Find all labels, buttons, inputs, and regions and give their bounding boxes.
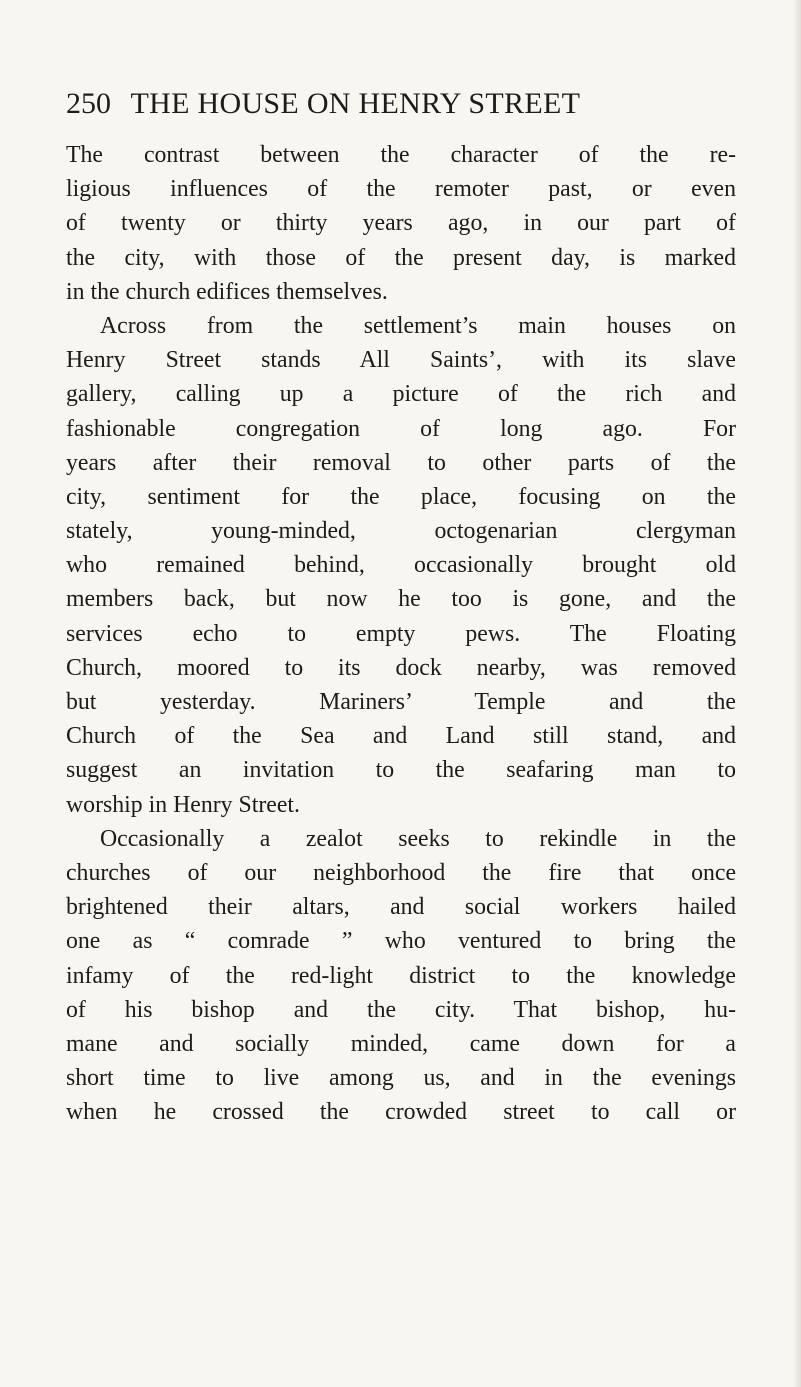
text-line: when he crossed the crowded street to call or — [66, 1099, 736, 1126]
text-line: services echo to empty pews. The Floating — [66, 620, 736, 647]
text-line: worship in Henry Street. — [66, 791, 300, 818]
body-text — [66, 138, 736, 1129]
text-line: city, sentiment for the place, focusing on the — [66, 483, 736, 510]
text-line: suggest an invitation to the seafaring man to — [66, 757, 736, 784]
text-line: Henry Street stands All Saints’, with its slave — [66, 347, 736, 374]
text-line: short time to live among us, and in the evenings — [66, 1065, 736, 1092]
text-line: in the church edifices themselves. — [66, 278, 388, 305]
text-line: members back, but now he too is gone, and the — [66, 586, 736, 613]
text-line: of his bishop and the city. That bishop, hu- — [66, 996, 736, 1023]
text-line: infamy of the red-light district to the knowledge — [66, 962, 736, 989]
text-line: Occasionally a zealot seeks to rekindle in the — [100, 825, 736, 852]
text-line: the city, with those of the present day, is marked — [66, 244, 736, 271]
text-line: of twenty or thirty years ago, in our part of — [66, 210, 736, 237]
text-line: Church of the Sea and Land still stand, and — [66, 723, 736, 750]
text-line: years after their removal to other parts of the — [66, 449, 736, 476]
text-line: mane and socially minded, came down for a — [66, 1030, 736, 1057]
text-line: fashionable congregation of long ago. For — [66, 415, 736, 442]
text-line: but yesterday. Mariners’ Temple and the — [66, 689, 736, 715]
text-line: stately, young-minded, octogenarian clergyman — [66, 518, 736, 545]
text-line: gallery, calling up a picture of the rich and — [66, 381, 736, 408]
text-line: The contrast between the character of the re- — [66, 142, 736, 168]
text-line: ligious influences of the remoter past, or even — [66, 176, 736, 203]
text-line: who remained behind, occasionally brought old — [66, 552, 736, 579]
running-title: THE HOUSE ON HENRY STREET — [130, 87, 581, 120]
text-line: one as “ comrade ” who ventured to bring the — [66, 928, 736, 955]
page-number: 250 — [66, 87, 111, 120]
page-header — [66, 84, 746, 124]
text-line: churches of our neighborhood the fire that once — [66, 859, 736, 886]
page-edge-shadow — [793, 0, 801, 1387]
text-line: brightened their altars, and social workers hailed — [66, 894, 736, 921]
text-line: Across from the settlement’s main houses on — [100, 312, 736, 339]
text-line: Church, moored to its dock nearby, was removed — [66, 654, 736, 681]
